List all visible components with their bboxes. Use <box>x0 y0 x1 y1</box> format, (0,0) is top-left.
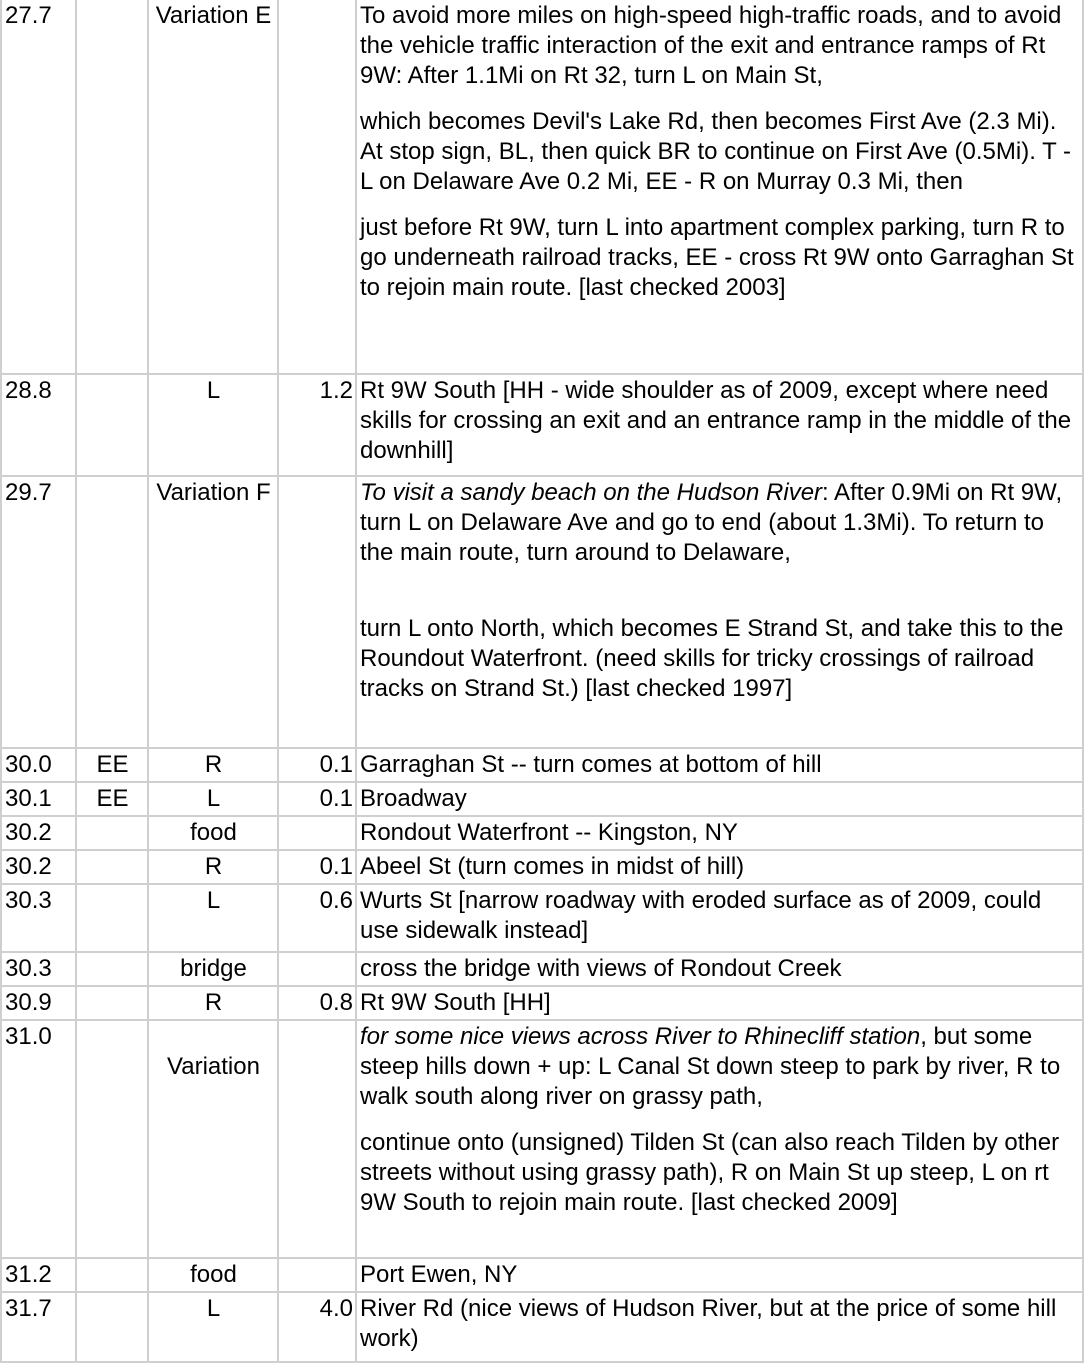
turn-cell: L <box>148 374 278 476</box>
mile-cell: 28.8 <box>1 374 76 476</box>
distance-cell: 4.0 <box>278 1292 356 1362</box>
turn-cell <box>148 1020 278 1258</box>
description-cell: Broadway <box>356 782 1083 816</box>
description-paragraph: turn L onto North, which becomes E Strand St, and take this to the Roundout Waterfront. (need skills for tricky crossings of railroad tracks on Strand St.) [last checked 1997] <box>360 615 1064 702</box>
description-cell <box>356 1020 1083 1258</box>
turn-cell: R <box>148 850 278 884</box>
mile-cell: 27.7 <box>1 0 76 374</box>
flag-cell: EE <box>76 748 148 782</box>
turn-cell: R <box>148 986 278 1020</box>
mile-cell: 29.7 <box>1 476 76 748</box>
mile-cell: 31.0 <box>1 1020 76 1258</box>
description-paragraph: To avoid more miles on high-speed high-traffic roads, and to avoid the vehicle traffic interaction of the exit and entrance ramps of Rt 9W: After 1.1Mi on Rt 32, turn L on Main St, <box>360 2 1062 89</box>
table-row <box>1 748 1083 782</box>
distance-cell: 1.2 <box>278 374 356 476</box>
table-row <box>1 1292 1083 1362</box>
distance-cell: 0.1 <box>278 850 356 884</box>
distance-cell <box>278 952 356 986</box>
mile-cell: 30.2 <box>1 816 76 850</box>
turn-cell: food <box>148 816 278 850</box>
description-paragraph: which becomes Devil's Lake Rd, then becomes First Ave (2.3 Mi). At stop sign, BL, then quick BR to continue on First Ave (0.5Mi). T - L on Delaware Ave 0.2 Mi, EE - R on Murray 0.3 Mi, then <box>360 108 1072 195</box>
table-row <box>1 476 1083 748</box>
distance-cell: 0.1 <box>278 748 356 782</box>
description-cell: Port Ewen, NY <box>356 1258 1083 1292</box>
table-row <box>1 986 1083 1020</box>
turn-cell: R <box>148 748 278 782</box>
description-cell: Abeel St (turn comes in midst of hill) <box>356 850 1083 884</box>
distance-cell <box>278 1258 356 1292</box>
distance-cell: 0.6 <box>278 884 356 952</box>
table-row <box>1 1258 1083 1292</box>
description-paragraph <box>360 478 1080 568</box>
description-cell <box>356 476 1083 748</box>
mile-cell: 30.2 <box>1 850 76 884</box>
turn-cell: L <box>148 1292 278 1362</box>
description-paragraph: just before Rt 9W, turn L into apartment complex parking, turn R to go underneath railroad tracks, EE - cross Rt 9W onto Garraghan St to rejoin main route. [last checked 2003] <box>360 214 1074 301</box>
flag-cell <box>76 1020 148 1258</box>
description-paragraph: continue onto (unsigned) Tilden St (can also reach Tilden by other streets without using grassy path), R on Main St up steep, L on rt 9W South to rejoin main route. [last checked 2009] <box>360 1129 1060 1216</box>
mile-cell: 31.7 <box>1 1292 76 1362</box>
flag-cell <box>76 476 148 748</box>
description-italic: for some nice views across River to Rhinecliff station <box>360 1023 921 1050</box>
description-cell: Wurts St [narrow roadway with eroded surface as of 2009, could use sidewalk instead] <box>356 884 1083 952</box>
flag-cell <box>76 374 148 476</box>
mile-cell: 31.2 <box>1 1258 76 1292</box>
description-text: , but some steep hills down + up: L Canal St down steep to park by river, R to walk south along river on grassy path, <box>360 1023 1061 1110</box>
mile-cell: 30.1 <box>1 782 76 816</box>
description-cell: Rt 9W South [HH - wide shoulder as of 2009, except where need skills for crossing an exit and an entrance ramp in the middle of the downhill] <box>356 374 1083 476</box>
description-paragraph <box>360 1022 1080 1112</box>
description-cell: Garraghan St -- turn comes at bottom of hill <box>356 748 1083 782</box>
flag-cell <box>76 952 148 986</box>
flag-cell <box>76 1258 148 1292</box>
table-row <box>1 952 1083 986</box>
distance-cell <box>278 1020 356 1258</box>
distance-cell <box>278 476 356 748</box>
table-row <box>1 816 1083 850</box>
turn-cell: L <box>148 884 278 952</box>
turn-cell: Variation F <box>148 476 278 748</box>
table-row <box>1 782 1083 816</box>
turn-cell: Variation E <box>148 0 278 374</box>
turn-cell: bridge <box>148 952 278 986</box>
table-row <box>1 374 1083 476</box>
description-cell <box>356 0 1083 374</box>
mile-cell: 30.0 <box>1 748 76 782</box>
flag-cell <box>76 816 148 850</box>
description-text: : After 0.9Mi on Rt 9W, turn L on Delaware Ave and go to end (about 1.3Mi). To return to the main route, turn around to Delaware, <box>360 479 1063 566</box>
mile-cell: 30.3 <box>1 952 76 986</box>
table-row <box>1 850 1083 884</box>
description-cell: River Rd (nice views of Hudson River, but at the price of some hill work) <box>356 1292 1083 1362</box>
turn-cell: L <box>148 782 278 816</box>
table-row <box>1 1020 1083 1258</box>
table-row <box>1 884 1083 952</box>
flag-cell: EE <box>76 782 148 816</box>
mile-cell: 30.3 <box>1 884 76 952</box>
turn-cell: food <box>148 1258 278 1292</box>
description-italic: To visit a sandy beach on the Hudson River <box>360 479 823 506</box>
description-cell: cross the bridge with views of Rondout Creek <box>356 952 1083 986</box>
flag-cell <box>76 1292 148 1362</box>
flag-cell <box>76 850 148 884</box>
table-row <box>1 0 1083 374</box>
flag-cell <box>76 986 148 1020</box>
distance-cell <box>278 816 356 850</box>
description-cell: Rondout Waterfront -- Kingston, NY <box>356 816 1083 850</box>
distance-cell <box>278 0 356 374</box>
distance-cell: 0.1 <box>278 782 356 816</box>
description-cell: Rt 9W South [HH] <box>356 986 1083 1020</box>
distance-cell: 0.8 <box>278 986 356 1020</box>
flag-cell <box>76 884 148 952</box>
turn-label: Variation <box>167 1053 260 1080</box>
flag-cell <box>76 0 148 374</box>
mile-cell: 30.9 <box>1 986 76 1020</box>
